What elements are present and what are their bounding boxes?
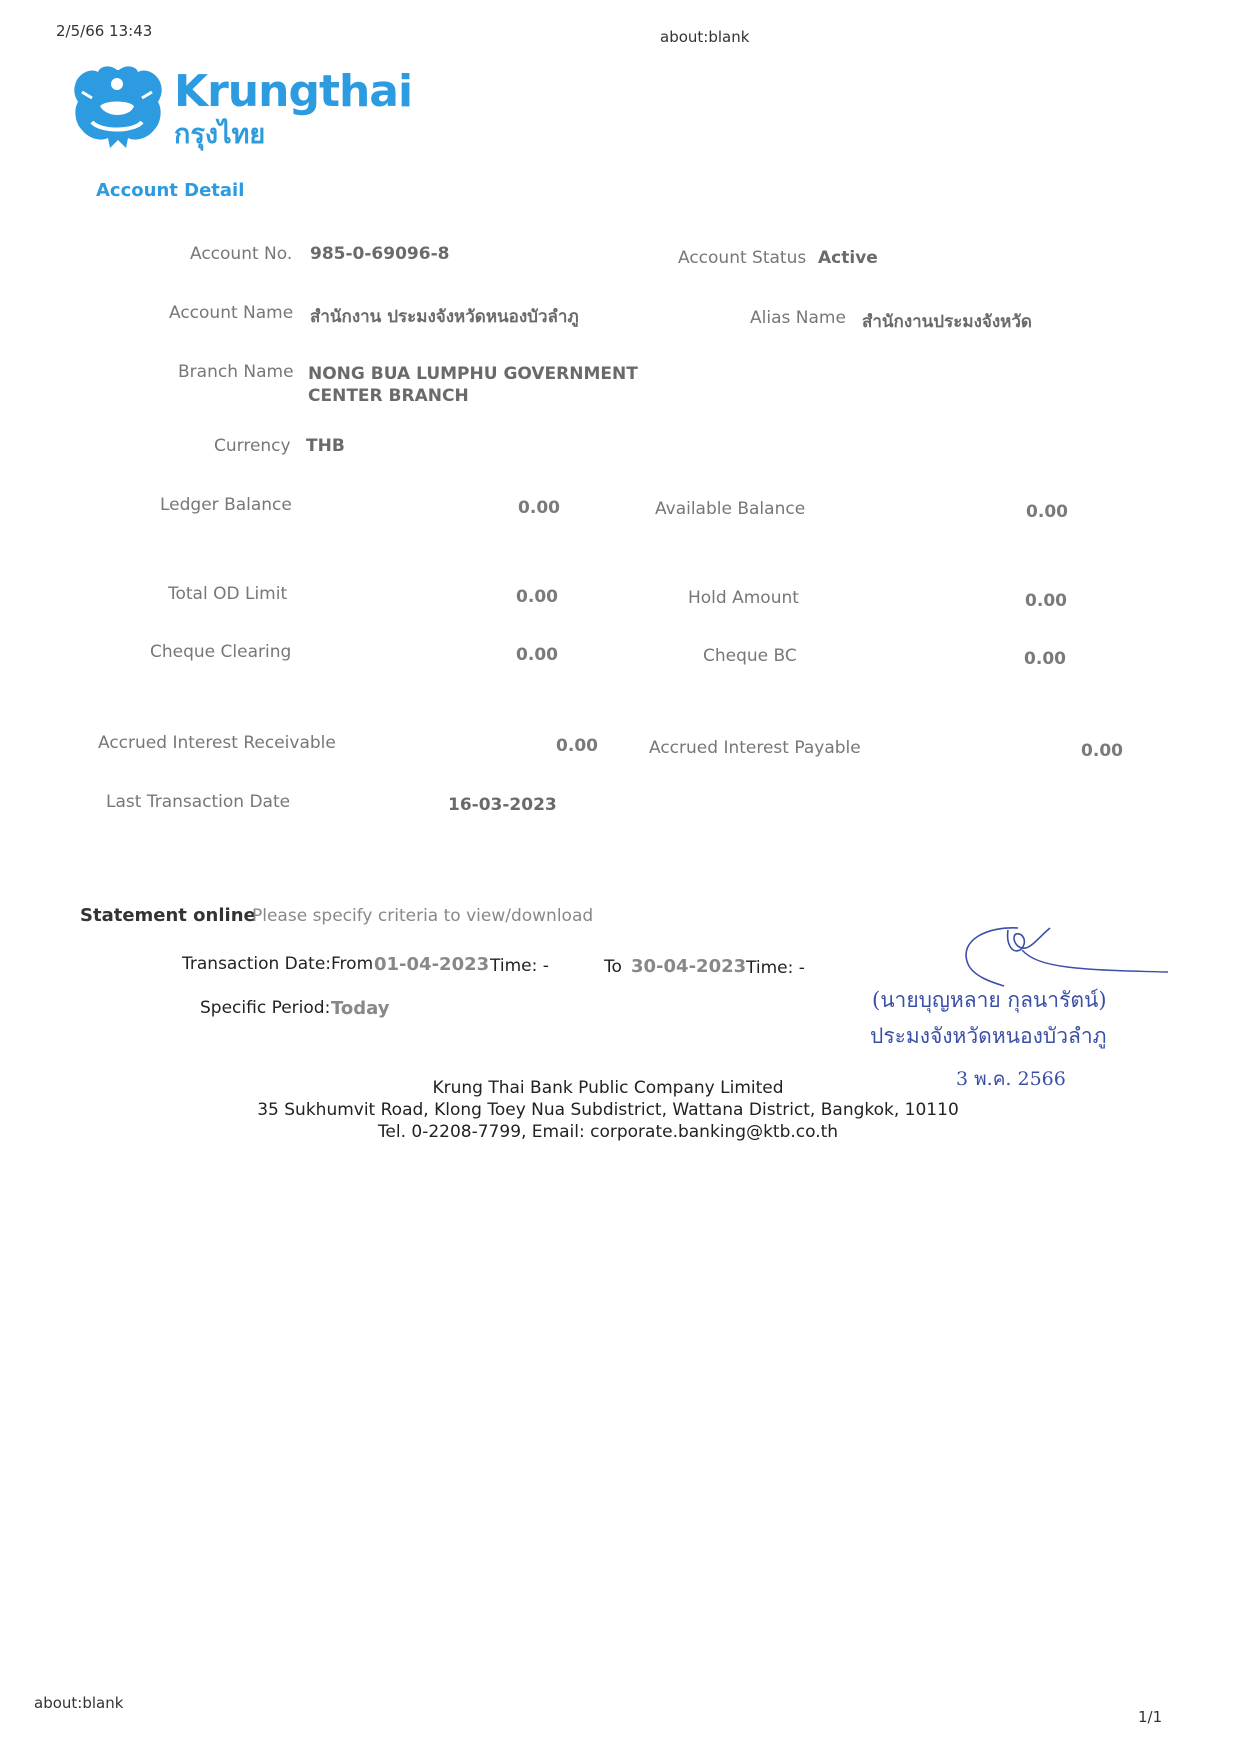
hold-amount-value: 0.00: [1025, 591, 1067, 611]
ledger-balance-value: 0.00: [518, 498, 560, 518]
statement-online-title: Statement online: [80, 905, 256, 926]
print-url-top: about:blank: [660, 28, 750, 46]
krungthai-bird-logo-icon: [70, 62, 165, 154]
currency-value: THB: [306, 436, 345, 456]
brand-name-th: กรุงไทย: [174, 119, 266, 150]
transaction-date-from-label: Transaction Date:From: [182, 954, 374, 974]
transaction-date-to-value[interactable]: 30-04-2023: [631, 956, 747, 977]
branch-name-label: Branch Name: [178, 362, 294, 382]
alias-name-value: สำนักงานประมงจังหวัด: [862, 312, 1032, 332]
print-page-count: 1/1: [1138, 1708, 1163, 1726]
footer-company-name: Krung Thai Bank Public Company Limited: [432, 1078, 784, 1098]
footer-address: 35 Sukhumvit Road, Klong Toey Nua Subdistrict, Wattana District, Bangkok, 10110: [257, 1100, 959, 1120]
brand-name-en: Krungthai: [174, 66, 413, 117]
accrued-interest-receivable-value: 0.00: [556, 736, 598, 756]
accrued-interest-receivable-label: Accrued Interest Receivable: [98, 733, 336, 753]
accrued-interest-payable-label: Accrued Interest Payable: [649, 738, 861, 758]
footer-contact: Tel. 0-2208-7799, Email: corporate.banking@ktb.co.th: [377, 1122, 839, 1142]
section-title: Account Detail: [96, 180, 245, 201]
total-od-limit-label: Total OD Limit: [168, 584, 288, 604]
print-timestamp: 2/5/66 13:43: [56, 22, 153, 40]
last-transaction-date-label: Last Transaction Date: [106, 792, 291, 812]
accrued-interest-payable-value: 0.00: [1081, 741, 1123, 761]
cheque-clearing-label: Cheque Clearing: [150, 642, 292, 662]
cheque-bc-value: 0.00: [1024, 649, 1066, 669]
account-status-label: Account Status: [678, 248, 807, 268]
cheque-clearing-value: 0.00: [516, 645, 558, 665]
branch-name-line2: CENTER BRANCH: [308, 386, 469, 406]
transaction-date-to-label: To: [604, 957, 622, 977]
branch-name-line1: NONG BUA LUMPHU GOVERNMENT: [308, 364, 638, 384]
statement-online-hint: Please specify criteria to view/download: [252, 906, 594, 926]
specific-period-label: Specific Period:: [200, 998, 331, 1018]
account-no-value: 985-0-69096-8: [310, 244, 450, 264]
time-from-label: Time: -: [490, 956, 549, 976]
currency-label: Currency: [214, 436, 291, 456]
stamp-officer-title: ประมงจังหวัดหนองบัวลำภู: [870, 1024, 1107, 1048]
total-od-limit-value: 0.00: [516, 587, 558, 607]
account-name-label: Account Name: [169, 303, 294, 323]
account-no-label: Account No.: [190, 244, 293, 264]
available-balance-value: 0.00: [1026, 502, 1068, 522]
account-name-value: สำนักงาน ประมงจังหวัดหนองบัวลำภู: [310, 307, 579, 327]
last-transaction-date-value: 16-03-2023: [448, 795, 557, 815]
hold-amount-label: Hold Amount: [688, 588, 799, 608]
time-to-label: Time: -: [746, 958, 805, 978]
stamp-date: 3 พ.ค. 2566: [956, 1068, 1066, 1090]
account-status-value: Active: [818, 248, 878, 268]
print-url-bottom: about:blank: [34, 1694, 124, 1712]
stamp-officer-name: (นายบุญหลาย กุลนารัตน์): [872, 988, 1107, 1012]
ledger-balance-label: Ledger Balance: [160, 495, 292, 515]
alias-name-label: Alias Name: [750, 308, 846, 328]
cheque-bc-label: Cheque BC: [703, 646, 797, 666]
specific-period-value[interactable]: Today: [331, 998, 390, 1019]
available-balance-label: Available Balance: [655, 499, 806, 519]
transaction-date-from-value[interactable]: 01-04-2023: [374, 954, 490, 975]
